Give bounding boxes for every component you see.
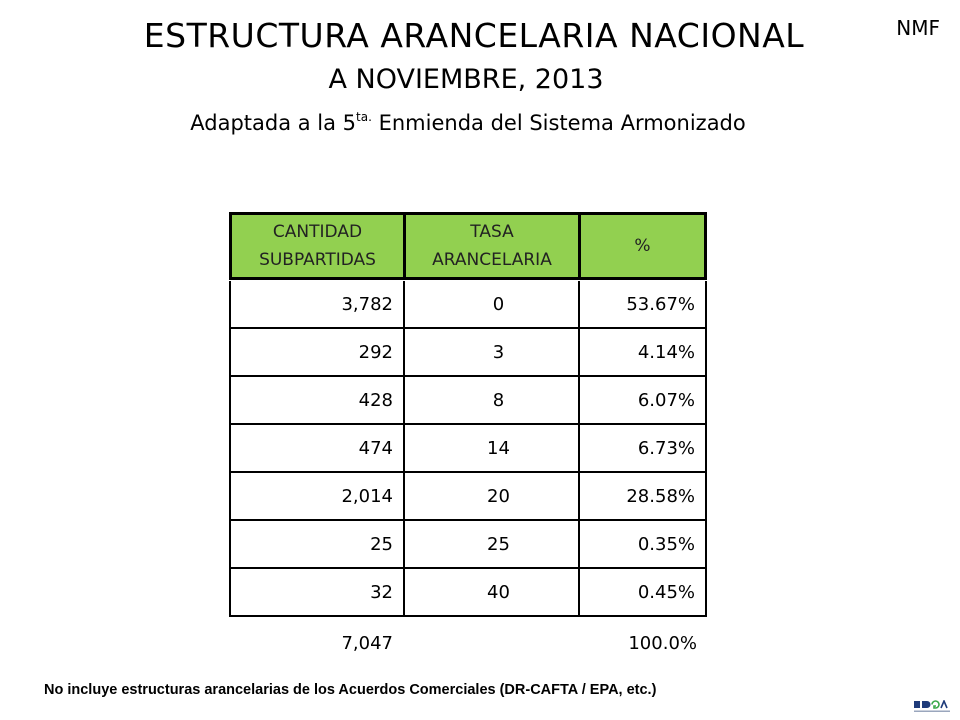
caption-superscript: ta. [356, 110, 372, 124]
cell-tasa: 14 [405, 425, 580, 471]
cell-cantidad: 292 [231, 329, 405, 375]
header-tasa [406, 215, 581, 277]
total-spacer [403, 621, 578, 665]
caption-prefix: Adaptada a la 5 [190, 111, 357, 135]
page-caption [0, 110, 948, 135]
table-row [229, 377, 707, 425]
cell-tasa: 25 [405, 521, 580, 567]
cell-cantidad: 474 [231, 425, 405, 471]
table-row [229, 569, 707, 617]
cell-cantidad: 3,782 [231, 281, 405, 327]
cell-tasa: 3 [405, 329, 580, 375]
footnote: No incluye estructuras arancelarias de los Acuerdos Comerciales (DR-CAFTA / EPA, etc.) [44, 682, 657, 698]
header-cantidad-line2: SUBPARTIDAS [259, 250, 376, 270]
header-tasa-line2: ARANCELARIA [432, 250, 552, 270]
corner-label: NMF [896, 16, 940, 40]
table-row [229, 521, 707, 569]
table-total-row [229, 621, 707, 665]
table-row [229, 473, 707, 521]
cell-tasa: 0 [405, 281, 580, 327]
cell-pct: 4.14% [637, 341, 695, 363]
table-header [229, 212, 707, 280]
header-porcentaje [581, 215, 704, 277]
cell-cantidad: 25 [231, 521, 405, 567]
cell-pct: 0.45% [637, 581, 695, 603]
cell-pct: 53.67% [626, 293, 695, 315]
cell-cantidad: 2,014 [231, 473, 405, 519]
page-subtitle: A NOVIEMBRE, 2013 [328, 64, 604, 95]
table-row [229, 329, 707, 377]
cell-pct: 28.58% [626, 485, 695, 507]
page-title: ESTRUCTURA ARANCELARIA NACIONAL [143, 16, 805, 55]
total-cantidad: 7,047 [341, 632, 393, 654]
table-row [229, 425, 707, 473]
header-cantidad-line1: CANTIDAD [272, 222, 363, 242]
total-pct: 100.0% [628, 632, 697, 654]
dga-logo-icon [914, 700, 950, 714]
cell-pct: 6.07% [637, 389, 695, 411]
header-cantidad [232, 215, 406, 277]
cell-tasa: 40 [405, 569, 580, 615]
table-row [229, 281, 707, 329]
cell-pct: 6.73% [637, 437, 695, 459]
cell-tasa: 8 [405, 377, 580, 423]
table-body [229, 281, 707, 617]
header-tasa-line1: TASA [470, 222, 514, 242]
caption-suffix: Enmienda del Sistema Armonizado [371, 111, 746, 135]
cell-cantidad: 32 [231, 569, 405, 615]
header-porcentaje-label: % [634, 236, 651, 256]
cell-pct: 0.35% [637, 533, 695, 555]
cell-tasa: 20 [405, 473, 580, 519]
cell-cantidad: 428 [231, 377, 405, 423]
